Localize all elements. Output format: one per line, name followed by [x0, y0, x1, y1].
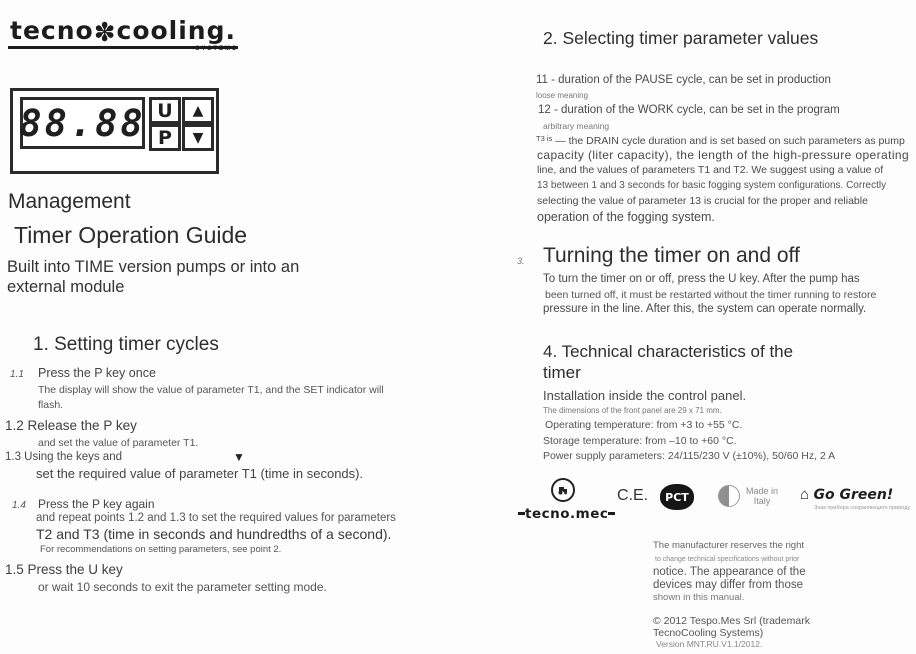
made-in-line2: Italy [753, 496, 771, 506]
param-t3-line3: line, and the values of parameters T1 and T2. We suggest using a value of [537, 164, 884, 176]
tech-install: Installation inside the control panel. [543, 388, 747, 403]
section2-heading: 2. Selecting timer parameter values [543, 28, 819, 48]
flower-icon: ✽ [93, 18, 117, 48]
section3-line1: To turn the timer on or off, press the U key. After the pump has [543, 273, 860, 285]
title-guide: Timer Operation Guide [14, 222, 248, 248]
param-t3-line2: capacity (liter capacity), the length of the high-pressure operating [537, 148, 910, 162]
footer-line3: notice. The appearance of the [653, 566, 806, 578]
param-t3-line4: 13 between 1 and 3 seconds for basic fogging system configurations. Correctly [537, 180, 887, 191]
step-1-1-line1: The display will show the value of parameter T1, and the SET indicator will [38, 384, 384, 396]
section3-number: 3. [517, 256, 525, 266]
brand-part1: tecno [10, 16, 94, 45]
brand-systems-label: SYSTEMS [195, 46, 239, 52]
param-t2-note: arbitrary meaning [543, 121, 610, 131]
brand-part2: cooling [116, 16, 226, 45]
go-green-text: Go Green! [813, 487, 894, 503]
tech-operating-temp: Operating temperature: from +3 to +55 °C. [545, 419, 743, 431]
step-1-4-line3: For recommendations on setting parameters, see point 2. [40, 544, 282, 555]
param-t3-prefix: T3 is [536, 134, 553, 143]
step-1-5-title: 1.5 Press the U key [5, 562, 123, 577]
title-management: Management [8, 190, 131, 213]
u-key[interactable]: U [149, 97, 181, 124]
section3-heading: Turning the timer on and off [543, 244, 800, 267]
subtitle-line2: external module [7, 278, 125, 296]
param-t3-line1-text: — the DRAIN cycle duration and is set based on such parameters as pump [555, 135, 905, 147]
footer-line5: shown in this manual. [653, 592, 745, 603]
version-label: Version MNT.RU.V1.1/2012. [656, 639, 763, 649]
p-key[interactable]: P [149, 124, 181, 151]
tech-storage-temp: Storage temperature: from –10 to +60 °C. [543, 435, 737, 447]
section3-line2: been turned off, it must be restarted without the timer running to restore [545, 289, 877, 301]
step-1-1-number: 1.1 [10, 369, 24, 380]
step-1-1-title: Press the P key once [38, 366, 156, 380]
tech-power-supply: Power supply parameters: 24/115/230 V (±10%), 50/60 Hz, 2 A [543, 450, 836, 462]
step-1-5-line1: or wait 10 seconds to exit the parameter setting mode. [38, 580, 327, 594]
brand-wordmark: tecno✽cooling. [10, 16, 237, 48]
step-1-2-line1: and set the value of parameter T1. [38, 437, 199, 449]
param-t3-line5: selecting the value of parameter 13 is crucial for the proper and reliable [537, 195, 868, 207]
step-1-4-title: Press the P key again [38, 497, 155, 511]
section4-heading-line1: 4. Technical characteristics of the [543, 342, 794, 361]
subtitle-line1: Built into TIME version pumps or into an [7, 258, 300, 276]
param-t3-line1 [536, 134, 905, 147]
go-green-house-icon: ⌂ [800, 486, 810, 503]
param-t1-text: 11 - duration of the PAUSE cycle, can be set in production [536, 74, 831, 86]
step-1-4-line2: T2 and T3 (time in seconds and hundredths of a second). [36, 526, 392, 542]
param-t1-note: loose meaning [536, 91, 589, 100]
param-t3-line6: operation of the fogging system. [537, 210, 715, 224]
timer-device-panel [10, 88, 219, 174]
brand-logo [8, 18, 238, 52]
pct-certification-mark: РСТ [660, 484, 694, 510]
step-1-1-line2: flash. [38, 399, 64, 411]
made-in-italy-icon [718, 485, 740, 507]
copyright-line2: TecnoCooling Systems) [653, 627, 764, 639]
step-1-4-line1: and repeat points 1.2 and 1.3 to set the required values for parameters [36, 512, 396, 524]
step-1-3-line1: set the required value of parameter T1 (time in seconds). [36, 466, 364, 481]
go-green-subtext: Знак прибора сохраняющего природу [814, 505, 911, 511]
section1-heading: 1. Setting timer cycles [33, 334, 219, 355]
param-t2-text: 12 - duration of the WORK cycle, can be set in the program [538, 104, 840, 116]
section4-heading-line2: timer [543, 363, 581, 382]
ce-mark: C.E. [617, 487, 649, 504]
step-1-3-title: 1.3 Using the keys and [5, 451, 122, 463]
tecnomec-wordmark [518, 505, 608, 523]
go-green-logo [800, 486, 910, 511]
tecnomec-right-dash [608, 512, 615, 515]
copyright-line1: © 2012 Tespo.Mes Srl (trademark [653, 615, 810, 627]
footer-line4: devices may differ from those [653, 579, 803, 591]
up-arrow-key[interactable]: ▲ [182, 97, 214, 124]
tractor-glyph [557, 484, 569, 496]
made-in-italy-logo [718, 485, 778, 507]
step-1-3-down-arrow-icon: ▼ [233, 450, 245, 464]
made-in-line1: Made in [746, 486, 779, 496]
tecnomec-text: tecno.mec [525, 506, 609, 522]
title-subtitle [7, 257, 299, 297]
section3-line3: pressure in the line. After this, the system can operate normally. [543, 303, 867, 315]
tecnomec-left-dash [518, 512, 525, 515]
footer-line1: The manufacturer reserves the right [653, 540, 805, 551]
made-in-italy-text [746, 486, 778, 506]
tecnomec-logo [518, 478, 608, 523]
tecnomec-tractor-icon [551, 478, 575, 502]
footer-line2: to change technical specifications without prior [655, 556, 800, 563]
seven-segment-display: 88.88 [20, 97, 145, 149]
step-1-4-number: 1.4 [12, 500, 26, 511]
tech-dimensions: The dimensions of the front panel are 29 x 71 mm. [543, 406, 722, 415]
step-1-2-title: 1.2 Release the P key [5, 418, 137, 433]
down-arrow-key[interactable]: ▼ [182, 124, 214, 151]
